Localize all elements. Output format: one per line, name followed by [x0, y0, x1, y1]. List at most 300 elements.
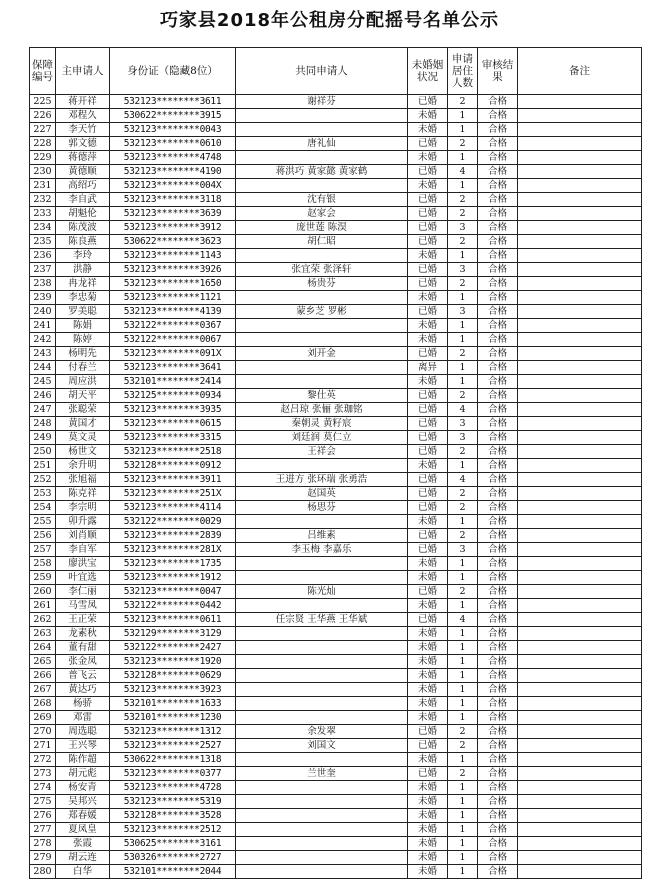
table-row [30, 585, 642, 599]
cell-id-number: 532123********251X [110, 487, 236, 501]
cell-co-applicants [236, 627, 408, 641]
cell-persons: 1 [448, 795, 478, 809]
cell-review-result: 合格 [478, 725, 518, 739]
table-row [30, 375, 642, 389]
cell-remarks [518, 599, 642, 613]
cell-remarks [518, 431, 642, 445]
cell-persons: 4 [448, 403, 478, 417]
cell-id-number: 532123********281X [110, 543, 236, 557]
cell-no: 241 [30, 319, 56, 333]
cell-persons: 3 [448, 305, 478, 319]
cell-main-applicant: 杨明先 [56, 347, 110, 361]
cell-persons: 1 [448, 319, 478, 333]
cell-id-number: 532123********3611 [110, 95, 236, 109]
cell-id-number: 532128********0629 [110, 669, 236, 683]
cell-main-applicant: 陈婷 [56, 333, 110, 347]
cell-persons: 1 [448, 151, 478, 165]
cell-review-result: 合格 [478, 585, 518, 599]
cell-main-applicant: 陈娟 [56, 319, 110, 333]
header-marital-status: 未婚姻状况 [408, 48, 448, 95]
cell-co-applicants: 余发翠 [236, 725, 408, 739]
cell-id-number: 532123********2527 [110, 739, 236, 753]
cell-review-result: 合格 [478, 613, 518, 627]
table-row [30, 655, 642, 669]
cell-id-number: 532123********0615 [110, 417, 236, 431]
cell-main-applicant: 杨世文 [56, 445, 110, 459]
cell-persons: 2 [448, 277, 478, 291]
cell-no: 235 [30, 235, 56, 249]
cell-marital-status: 已婚 [408, 725, 448, 739]
cell-main-applicant: 邓程久 [56, 109, 110, 123]
cell-marital-status: 未婚 [408, 319, 448, 333]
table-row [30, 557, 642, 571]
cell-no: 246 [30, 389, 56, 403]
cell-main-applicant: 罗美聪 [56, 305, 110, 319]
cell-main-applicant: 李宗明 [56, 501, 110, 515]
cell-remarks [518, 207, 642, 221]
cell-marital-status: 已婚 [408, 585, 448, 599]
cell-co-applicants [236, 599, 408, 613]
cell-marital-status: 已婚 [408, 417, 448, 431]
cell-persons: 4 [448, 165, 478, 179]
cell-id-number: 532123********1312 [110, 725, 236, 739]
cell-persons: 1 [448, 571, 478, 585]
cell-id-number: 532122********2427 [110, 641, 236, 655]
cell-co-applicants [236, 557, 408, 571]
cell-remarks [518, 319, 642, 333]
cell-remarks [518, 641, 642, 655]
cell-marital-status: 未婚 [408, 123, 448, 137]
cell-main-applicant: 李自武 [56, 193, 110, 207]
table-row [30, 123, 642, 137]
cell-no: 265 [30, 655, 56, 669]
cell-main-applicant: 周选聪 [56, 725, 110, 739]
cell-main-applicant: 龙素秋 [56, 627, 110, 641]
cell-remarks [518, 697, 642, 711]
cell-co-applicants: 刘开金 [236, 347, 408, 361]
cell-id-number: 532123********4748 [110, 151, 236, 165]
cell-remarks [518, 109, 642, 123]
cell-marital-status: 未婚 [408, 641, 448, 655]
cell-persons: 1 [448, 641, 478, 655]
cell-id-number: 532128********0912 [110, 459, 236, 473]
cell-co-applicants: 唐礼仙 [236, 137, 408, 151]
table-row [30, 613, 642, 627]
cell-no: 242 [30, 333, 56, 347]
cell-main-applicant: 杨安青 [56, 781, 110, 795]
cell-remarks [518, 165, 642, 179]
cell-no: 225 [30, 95, 56, 109]
cell-co-applicants [236, 291, 408, 305]
cell-id-number: 532123********2839 [110, 529, 236, 543]
cell-id-number: 532123********0047 [110, 585, 236, 599]
cell-co-applicants [236, 683, 408, 697]
cell-review-result: 合格 [478, 599, 518, 613]
table-row [30, 501, 642, 515]
cell-review-result: 合格 [478, 753, 518, 767]
cell-persons: 3 [448, 263, 478, 277]
table-row [30, 697, 642, 711]
cell-persons: 2 [448, 739, 478, 753]
cell-main-applicant: 陈作超 [56, 753, 110, 767]
cell-persons: 1 [448, 179, 478, 193]
cell-persons: 2 [448, 529, 478, 543]
table-row [30, 445, 642, 459]
cell-marital-status: 已婚 [408, 487, 448, 501]
cell-persons: 1 [448, 865, 478, 879]
cell-id-number: 532101********2044 [110, 865, 236, 879]
cell-marital-status: 未婚 [408, 697, 448, 711]
cell-persons: 1 [448, 249, 478, 263]
cell-remarks [518, 515, 642, 529]
cell-review-result: 合格 [478, 571, 518, 585]
cell-remarks [518, 669, 642, 683]
cell-persons: 2 [448, 445, 478, 459]
cell-co-applicants [236, 515, 408, 529]
cell-main-applicant: 胡天平 [56, 389, 110, 403]
cell-no: 226 [30, 109, 56, 123]
cell-marital-status: 未婚 [408, 655, 448, 669]
cell-remarks [518, 781, 642, 795]
cell-id-number: 532123********091X [110, 347, 236, 361]
cell-id-number: 532123********1912 [110, 571, 236, 585]
cell-no: 267 [30, 683, 56, 697]
cell-persons: 3 [448, 417, 478, 431]
cell-marital-status: 未婚 [408, 375, 448, 389]
table-row [30, 725, 642, 739]
cell-remarks [518, 235, 642, 249]
cell-remarks [518, 277, 642, 291]
cell-marital-status: 未婚 [408, 557, 448, 571]
table-row [30, 711, 642, 725]
cell-remarks [518, 263, 642, 277]
cell-remarks [518, 683, 642, 697]
cell-persons: 1 [448, 781, 478, 795]
table-row [30, 403, 642, 417]
cell-id-number: 532123********1121 [110, 291, 236, 305]
cell-id-number: 532123********5319 [110, 795, 236, 809]
cell-main-applicant: 张霞 [56, 837, 110, 851]
cell-review-result: 合格 [478, 781, 518, 795]
cell-no: 276 [30, 809, 56, 823]
table-row [30, 641, 642, 655]
cell-remarks [518, 389, 642, 403]
cell-remarks [518, 613, 642, 627]
table-row [30, 851, 642, 865]
cell-persons: 1 [448, 683, 478, 697]
cell-review-result: 合格 [478, 515, 518, 529]
cell-co-applicants: 黎仕英 [236, 389, 408, 403]
cell-remarks [518, 347, 642, 361]
cell-no: 278 [30, 837, 56, 851]
cell-id-number: 532123********3912 [110, 221, 236, 235]
cell-remarks [518, 725, 642, 739]
cell-remarks [518, 851, 642, 865]
table-row [30, 137, 642, 151]
cell-main-applicant: 李自军 [56, 543, 110, 557]
cell-review-result: 合格 [478, 739, 518, 753]
cell-id-number: 532123********1143 [110, 249, 236, 263]
cell-main-applicant: 夏凤皇 [56, 823, 110, 837]
cell-main-applicant: 刘肖顺 [56, 529, 110, 543]
cell-no: 228 [30, 137, 56, 151]
cell-remarks [518, 795, 642, 809]
cell-no: 232 [30, 193, 56, 207]
cell-id-number: 530622********3915 [110, 109, 236, 123]
cell-marital-status: 未婚 [408, 851, 448, 865]
table-row [30, 389, 642, 403]
cell-main-applicant: 余升明 [56, 459, 110, 473]
cell-review-result: 合格 [478, 837, 518, 851]
cell-marital-status: 已婚 [408, 137, 448, 151]
table-row [30, 249, 642, 263]
cell-main-applicant: 郑春媛 [56, 809, 110, 823]
cell-no: 255 [30, 515, 56, 529]
cell-id-number: 532123********1735 [110, 557, 236, 571]
cell-remarks [518, 753, 642, 767]
cell-id-number: 532128********3528 [110, 809, 236, 823]
table-row [30, 95, 642, 109]
table-row [30, 221, 642, 235]
cell-co-applicants: 赵吕琼 张俪 张珈铭 [236, 403, 408, 417]
cell-marital-status: 未婚 [408, 291, 448, 305]
cell-co-applicants: 沈有银 [236, 193, 408, 207]
cell-marital-status: 未婚 [408, 865, 448, 879]
cell-no: 240 [30, 305, 56, 319]
cell-id-number: 532125********0934 [110, 389, 236, 403]
cell-remarks [518, 193, 642, 207]
cell-persons: 1 [448, 697, 478, 711]
cell-review-result: 合格 [478, 641, 518, 655]
cell-no: 274 [30, 781, 56, 795]
cell-co-applicants: 秦朝灵 黄籽宸 [236, 417, 408, 431]
cell-no: 259 [30, 571, 56, 585]
table-row [30, 543, 642, 557]
cell-no: 243 [30, 347, 56, 361]
cell-review-result: 合格 [478, 529, 518, 543]
cell-main-applicant: 胡魁伦 [56, 207, 110, 221]
table-row [30, 109, 642, 123]
cell-review-result: 合格 [478, 123, 518, 137]
table-row [30, 837, 642, 851]
cell-no: 279 [30, 851, 56, 865]
cell-main-applicant: 王兴琴 [56, 739, 110, 753]
cell-main-applicant: 黄国才 [56, 417, 110, 431]
cell-review-result: 合格 [478, 767, 518, 781]
cell-remarks [518, 361, 642, 375]
cell-main-applicant: 蒋德萍 [56, 151, 110, 165]
cell-id-number: 532123********3639 [110, 207, 236, 221]
cell-persons: 1 [448, 109, 478, 123]
cell-remarks [518, 655, 642, 669]
cell-persons: 2 [448, 193, 478, 207]
cell-persons: 1 [448, 851, 478, 865]
cell-remarks [518, 571, 642, 585]
allocation-table [29, 47, 642, 879]
cell-co-applicants [236, 781, 408, 795]
cell-no: 229 [30, 151, 56, 165]
cell-id-number: 532129********3129 [110, 627, 236, 641]
cell-id-number: 532123********0610 [110, 137, 236, 151]
cell-co-applicants [236, 823, 408, 837]
cell-persons: 1 [448, 459, 478, 473]
cell-remarks [518, 333, 642, 347]
cell-no: 230 [30, 165, 56, 179]
cell-remarks [518, 375, 642, 389]
cell-id-number: 532122********0367 [110, 319, 236, 333]
cell-no: 266 [30, 669, 56, 683]
cell-remarks [518, 445, 642, 459]
cell-co-applicants: 王祥会 [236, 445, 408, 459]
cell-co-applicants [236, 249, 408, 263]
cell-co-applicants: 赵家会 [236, 207, 408, 221]
cell-main-applicant: 周应洪 [56, 375, 110, 389]
cell-co-applicants: 李玉梅 李嘉乐 [236, 543, 408, 557]
cell-remarks [518, 291, 642, 305]
cell-review-result: 合格 [478, 109, 518, 123]
cell-remarks [518, 823, 642, 837]
cell-marital-status: 未婚 [408, 151, 448, 165]
cell-review-result: 合格 [478, 263, 518, 277]
cell-marital-status: 已婚 [408, 347, 448, 361]
cell-review-result: 合格 [478, 179, 518, 193]
cell-id-number: 530326********2727 [110, 851, 236, 865]
cell-co-applicants: 杨贵芬 [236, 277, 408, 291]
cell-remarks [518, 403, 642, 417]
cell-main-applicant: 黄达巧 [56, 683, 110, 697]
cell-remarks [518, 221, 642, 235]
cell-main-applicant: 邓雷 [56, 711, 110, 725]
cell-remarks [518, 711, 642, 725]
cell-no: 244 [30, 361, 56, 375]
cell-co-applicants [236, 571, 408, 585]
cell-persons: 2 [448, 235, 478, 249]
cell-marital-status: 未婚 [408, 683, 448, 697]
cell-co-applicants [236, 151, 408, 165]
cell-marital-status: 已婚 [408, 445, 448, 459]
cell-review-result: 合格 [478, 865, 518, 879]
cell-remarks [518, 459, 642, 473]
cell-no: 257 [30, 543, 56, 557]
cell-persons: 1 [448, 627, 478, 641]
cell-review-result: 合格 [478, 95, 518, 109]
cell-main-applicant: 马雪凤 [56, 599, 110, 613]
cell-main-applicant: 王正荣 [56, 613, 110, 627]
table-row [30, 599, 642, 613]
cell-no: 227 [30, 123, 56, 137]
cell-marital-status: 未婚 [408, 781, 448, 795]
cell-id-number: 532122********0442 [110, 599, 236, 613]
table-row [30, 795, 642, 809]
cell-main-applicant: 付春兰 [56, 361, 110, 375]
cell-review-result: 合格 [478, 347, 518, 361]
cell-no: 280 [30, 865, 56, 879]
cell-marital-status: 未婚 [408, 837, 448, 851]
table-row [30, 431, 642, 445]
cell-marital-status: 已婚 [408, 193, 448, 207]
cell-no: 258 [30, 557, 56, 571]
cell-co-applicants [236, 459, 408, 473]
cell-persons: 1 [448, 333, 478, 347]
cell-id-number: 532123********4190 [110, 165, 236, 179]
cell-marital-status: 未婚 [408, 249, 448, 263]
cell-review-result: 合格 [478, 403, 518, 417]
cell-co-applicants [236, 655, 408, 669]
cell-co-applicants: 刘国文 [236, 739, 408, 753]
table-row [30, 809, 642, 823]
cell-remarks [518, 739, 642, 753]
cell-marital-status: 未婚 [408, 795, 448, 809]
cell-remarks [518, 501, 642, 515]
table-row [30, 739, 642, 753]
cell-persons: 4 [448, 473, 478, 487]
table-row [30, 669, 642, 683]
cell-marital-status: 已婚 [408, 263, 448, 277]
cell-no: 234 [30, 221, 56, 235]
cell-no: 238 [30, 277, 56, 291]
cell-no: 248 [30, 417, 56, 431]
cell-no: 251 [30, 459, 56, 473]
cell-marital-status: 未婚 [408, 753, 448, 767]
cell-review-result: 合格 [478, 389, 518, 403]
table-row [30, 473, 642, 487]
cell-persons: 1 [448, 291, 478, 305]
cell-no: 269 [30, 711, 56, 725]
cell-id-number: 532122********0029 [110, 515, 236, 529]
table-row [30, 417, 642, 431]
cell-co-applicants: 刘廷润 莫仁立 [236, 431, 408, 445]
header-co-applicants: 共同申请人 [236, 48, 408, 95]
cell-marital-status: 未婚 [408, 109, 448, 123]
cell-review-result: 合格 [478, 375, 518, 389]
cell-remarks [518, 123, 642, 137]
cell-persons: 2 [448, 725, 478, 739]
cell-marital-status: 已婚 [408, 613, 448, 627]
table-row [30, 277, 642, 291]
cell-remarks [518, 529, 642, 543]
table-row [30, 347, 642, 361]
table-row [30, 781, 642, 795]
cell-no: 256 [30, 529, 56, 543]
cell-marital-status: 未婚 [408, 599, 448, 613]
cell-main-applicant: 李玲 [56, 249, 110, 263]
cell-co-applicants [236, 375, 408, 389]
cell-main-applicant: 吴邦兴 [56, 795, 110, 809]
cell-id-number: 532101********2414 [110, 375, 236, 389]
cell-review-result: 合格 [478, 235, 518, 249]
cell-main-applicant: 李仁丽 [56, 585, 110, 599]
cell-main-applicant: 胡云连 [56, 851, 110, 865]
cell-marital-status: 已婚 [408, 767, 448, 781]
header-persons: 申请居住人数 [448, 48, 478, 95]
cell-co-applicants [236, 809, 408, 823]
cell-review-result: 合格 [478, 655, 518, 669]
header-remarks: 备注 [518, 48, 642, 95]
cell-id-number: 532123********0611 [110, 613, 236, 627]
cell-marital-status: 已婚 [408, 165, 448, 179]
table-row [30, 333, 642, 347]
cell-marital-status: 未婚 [408, 571, 448, 585]
cell-main-applicant: 李天竹 [56, 123, 110, 137]
cell-main-applicant: 张金凤 [56, 655, 110, 669]
cell-remarks [518, 837, 642, 851]
cell-marital-status: 已婚 [408, 431, 448, 445]
cell-id-number: 532123********4728 [110, 781, 236, 795]
cell-persons: 4 [448, 613, 478, 627]
cell-persons: 1 [448, 557, 478, 571]
cell-no: 253 [30, 487, 56, 501]
cell-marital-status: 已婚 [408, 389, 448, 403]
